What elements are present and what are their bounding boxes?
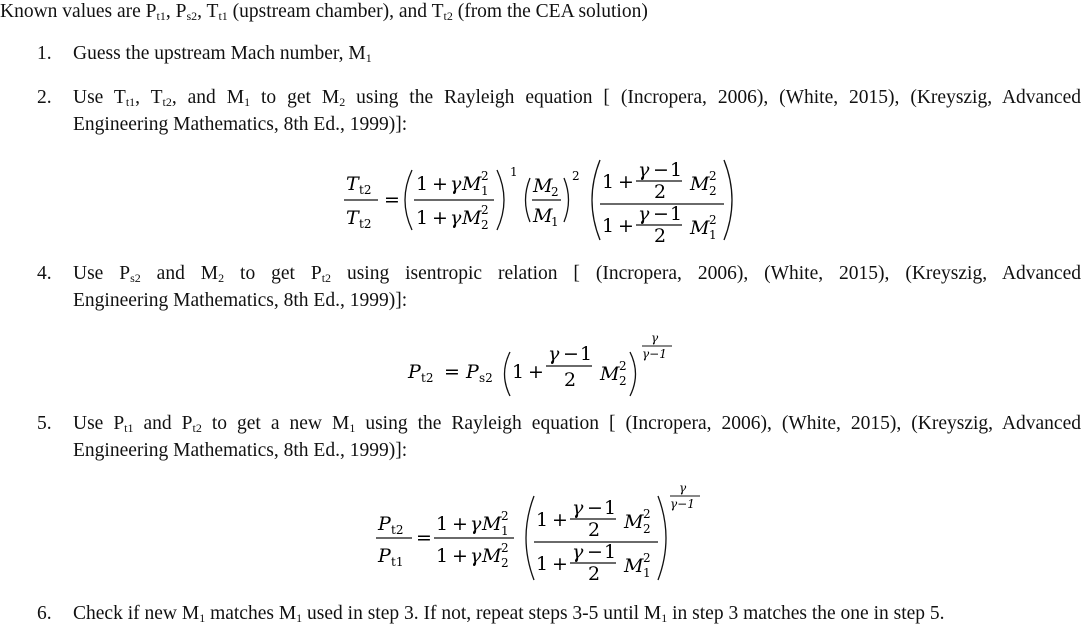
- svg-text:γ: γ: [638, 203, 650, 225]
- svg-text:P: P: [378, 545, 391, 567]
- svg-text:2: 2: [709, 169, 717, 183]
- svg-text:+: +: [618, 171, 634, 193]
- svg-text:M: M: [533, 175, 553, 197]
- svg-text:T: T: [346, 173, 359, 195]
- svg-text:2: 2: [481, 218, 489, 232]
- svg-text:P: P: [466, 361, 479, 383]
- svg-text:2: 2: [643, 507, 651, 521]
- step-5-number: 5.: [37, 413, 52, 434]
- svg-text:2: 2: [709, 213, 717, 227]
- step-1-text: Guess the upstream Mach number, $M_1$: [73, 43, 372, 65]
- svg-text:1: 1: [436, 513, 449, 535]
- svg-text:M: M: [690, 217, 710, 239]
- svg-text:γ: γ: [679, 481, 687, 495]
- isentropic-pressure-equation: [404, 330, 684, 400]
- svg-text:=: =: [416, 527, 432, 549]
- intro-text: Known values are $P_{t1}$, $P_{s2}$, $T_{t1}$ (upstream chamber), and $T_{t2}$ (from the CEA solution): [0, 1, 648, 23]
- svg-text:M: M: [533, 205, 553, 227]
- step-2-text: Use $T_{t1}$, $T_{t2}$, and $M_1$ to get $M_2$ using the Rayleigh equation [ (Incropera, 2006), (White, 2015), (Kreyszig, Advanced: [73, 87, 1081, 109]
- svg-text:2: 2: [654, 181, 667, 203]
- svg-text:M: M: [482, 545, 502, 567]
- svg-text:M: M: [600, 363, 620, 385]
- svg-text:2: 2: [588, 519, 601, 541]
- step-2-number: 2.: [37, 87, 52, 108]
- svg-text:2: 2: [481, 203, 489, 217]
- svg-text:P: P: [378, 513, 391, 535]
- svg-text:1: 1: [501, 524, 509, 538]
- svg-text:M: M: [624, 555, 644, 577]
- svg-text:2: 2: [643, 522, 651, 536]
- svg-text:1: 1: [416, 173, 429, 195]
- svg-text:t2: t2: [359, 183, 372, 197]
- svg-text:γ−1: γ−1: [670, 497, 695, 511]
- svg-text:1: 1: [551, 215, 559, 229]
- step-6-text: Check if new $M_1$ matches $M_1$ used in step 3. If not, repeat steps 3-5 until $M_1$ in step 3 matches the one in step 5.: [73, 603, 945, 625]
- svg-text:1: 1: [643, 566, 651, 580]
- svg-text:+: +: [452, 545, 468, 567]
- svg-text:+: +: [452, 513, 468, 535]
- svg-text:1: 1: [436, 545, 449, 567]
- svg-text:1: 1: [602, 171, 615, 193]
- svg-text:1: 1: [416, 207, 429, 229]
- svg-text:t1: t1: [391, 555, 404, 569]
- svg-text:2: 2: [643, 551, 651, 565]
- svg-text:1: 1: [709, 228, 717, 242]
- step-4-text-line2: Engineering Mathematics, 8th Ed., 1999)]:: [73, 290, 408, 311]
- svg-text:2: 2: [709, 184, 717, 198]
- svg-text:1: 1: [481, 184, 489, 198]
- svg-text:2: 2: [619, 359, 627, 373]
- svg-text:+: +: [432, 207, 448, 229]
- svg-text:+: +: [528, 361, 544, 383]
- svg-text:1: 1: [604, 541, 617, 563]
- svg-text:+: +: [552, 509, 568, 531]
- svg-text:γ: γ: [572, 497, 584, 519]
- svg-text:M: M: [624, 511, 644, 533]
- svg-text:1: 1: [510, 165, 518, 179]
- svg-text:2: 2: [501, 541, 509, 555]
- step-4-text: Use $P_{s2}$ and $M_2$ to get $P_{t2}$ using isentropic relation [ (Incropera, 2006), (White, 2015), (Kreyszig, Advanced: [73, 263, 1081, 285]
- step-5-text: Use $P_{t1}$ and $P_{t2}$ to get a new $M_1$ using the Rayleigh equation [ (Incropera, 2006), (White, 2015), (Kreyszig, Advanced: [73, 413, 1081, 435]
- svg-text:2: 2: [619, 374, 627, 388]
- svg-text:+: +: [552, 553, 568, 575]
- svg-text:2: 2: [551, 185, 559, 199]
- svg-text:γ: γ: [572, 541, 584, 563]
- svg-text:1: 1: [512, 361, 525, 383]
- svg-text:M: M: [462, 173, 482, 195]
- svg-text:2: 2: [654, 225, 667, 247]
- svg-text:γ: γ: [450, 173, 462, 195]
- step-6-number: 6.: [37, 603, 52, 624]
- svg-text:t2: t2: [421, 371, 434, 385]
- svg-text:M: M: [690, 173, 710, 195]
- svg-text:2: 2: [501, 509, 509, 523]
- svg-text:T: T: [346, 207, 359, 229]
- svg-text:=: =: [444, 361, 460, 383]
- svg-text:−: −: [587, 497, 603, 519]
- svg-text:−: −: [653, 159, 669, 181]
- svg-text:1: 1: [536, 553, 549, 575]
- svg-text:t2: t2: [359, 217, 372, 231]
- svg-text:P: P: [408, 361, 421, 383]
- svg-text:γ: γ: [548, 343, 560, 365]
- svg-text:2: 2: [564, 369, 577, 391]
- svg-text:+: +: [618, 215, 634, 237]
- svg-text:−: −: [563, 343, 579, 365]
- svg-text:1: 1: [604, 497, 617, 519]
- step-2-text-line2: Engineering Mathematics, 8th Ed., 1999)]:: [73, 114, 408, 135]
- svg-text:γ: γ: [470, 545, 482, 567]
- svg-text:−: −: [587, 541, 603, 563]
- svg-text:+: +: [432, 173, 448, 195]
- svg-text:γ: γ: [470, 513, 482, 535]
- svg-text:2: 2: [501, 556, 509, 570]
- svg-text:M: M: [462, 207, 482, 229]
- step-5-text-line2: Engineering Mathematics, 8th Ed., 1999)]:: [73, 440, 408, 461]
- svg-text:γ: γ: [651, 331, 659, 345]
- svg-text:γ: γ: [638, 159, 650, 181]
- step-4-number: 4.: [37, 263, 52, 284]
- svg-text:2: 2: [572, 169, 580, 183]
- svg-text:1: 1: [602, 215, 615, 237]
- step-1-number: 1.: [37, 43, 52, 64]
- svg-text:γ−1: γ−1: [642, 347, 667, 361]
- svg-text:1: 1: [580, 343, 593, 365]
- svg-text:M: M: [482, 513, 502, 535]
- svg-text:=: =: [384, 189, 400, 211]
- svg-text:γ: γ: [450, 207, 462, 229]
- svg-text:1: 1: [536, 509, 549, 531]
- rayleigh-temperature-equation: [340, 152, 750, 248]
- rayleigh-pressure-equation: [374, 480, 714, 584]
- svg-text:2: 2: [481, 169, 489, 183]
- svg-text:t2: t2: [391, 523, 404, 537]
- svg-text:1: 1: [670, 203, 683, 225]
- svg-text:1: 1: [670, 159, 683, 181]
- svg-text:s2: s2: [479, 371, 493, 385]
- svg-text:2: 2: [588, 563, 601, 585]
- svg-text:−: −: [653, 203, 669, 225]
